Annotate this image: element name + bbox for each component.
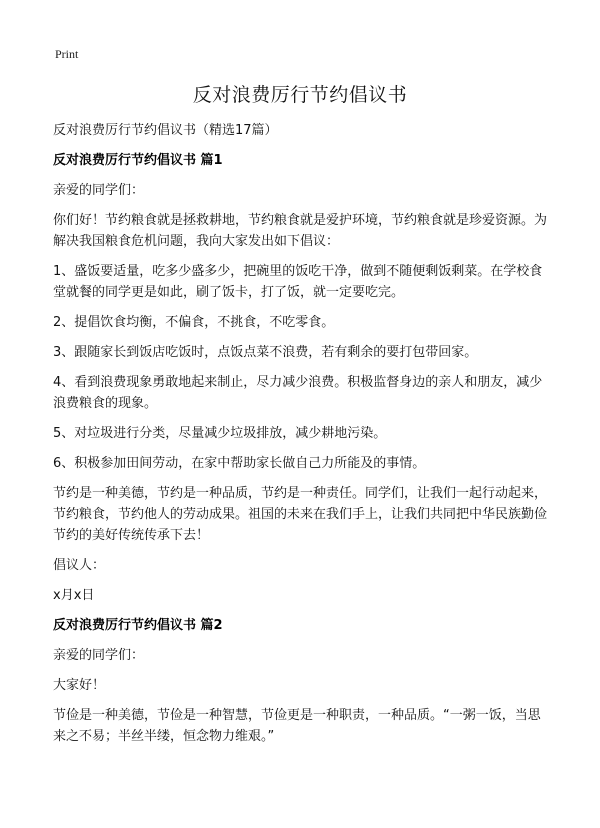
document-body xyxy=(53,120,548,756)
closing-paragraph: 节约是一种美德，节约是一种品质，节约是一种责任。同学们，让我们一起行动起来，节约粮食，节约他人的劳动成果。祖国的未来在我们手上，让我们共同把中华民族勤俭节约的美好传统传承下去！ xyxy=(53,486,548,543)
greeting: 亲爱的同学们： xyxy=(53,183,145,198)
document-title: 反对浪费厉行节约倡议书 xyxy=(192,84,408,106)
section-heading: 反对浪费厉行节约倡议书 篇2 xyxy=(53,618,223,633)
document-subtitle: 反对浪费厉行节约倡议书（精选17篇） xyxy=(53,123,278,138)
proposal-item: 3、跟随家长到饭店吃饭时，点饭点菜不浪费，若有剩余的要打包带回家。 xyxy=(53,345,478,360)
hello-line: 大家好！ xyxy=(53,678,106,693)
print-label[interactable]: Print xyxy=(55,47,79,61)
proposal-item: 2、提倡饮食均衡，不偏食，不挑食，不吃零食。 xyxy=(53,315,335,330)
signer-label: 倡议人： xyxy=(53,558,106,573)
section-1 xyxy=(53,150,548,606)
proposal-item: 4、看到浪费现象勇敢地起来制止，尽力减少浪费。积极监督身边的亲人和朋友，减少浪费粮食的现象。 xyxy=(53,375,543,411)
intro-paragraph: 你们好！节约粮食就是拯救耕地，节约粮食就是爱护环境，节约粮食就是珍爱资源。为解决我国粮食危机问题，我向大家发出如下倡议： xyxy=(53,213,548,249)
section-heading: 反对浪费厉行节约倡议书 篇1 xyxy=(53,153,223,168)
body-paragraph: 节俭是一种美德，节俭是一种智慧，节俭更是一种职责，一种品质。“一粥一饭，当思来之不易；半丝半缕，恒念物力维艰。” xyxy=(53,708,541,744)
proposal-item: 5、对垃圾进行分类，尽量减少垃圾排放，减少耕地污染。 xyxy=(53,426,387,441)
greeting: 亲爱的同学们： xyxy=(53,648,145,663)
proposal-item: 6、积极参加田间劳动，在家中帮助家长做自己力所能及的事情。 xyxy=(53,456,426,471)
date-line: x月x日 xyxy=(53,588,95,603)
proposal-item: 1、盛饭要适量，吃多少盛多少，把碗里的饭吃干净，做到不随便剩饭剩菜。在学校食堂就餐的同学更是如此，刷了饭卡，打了饭，就一定要吃完。 xyxy=(53,264,543,300)
section-2 xyxy=(53,615,548,747)
